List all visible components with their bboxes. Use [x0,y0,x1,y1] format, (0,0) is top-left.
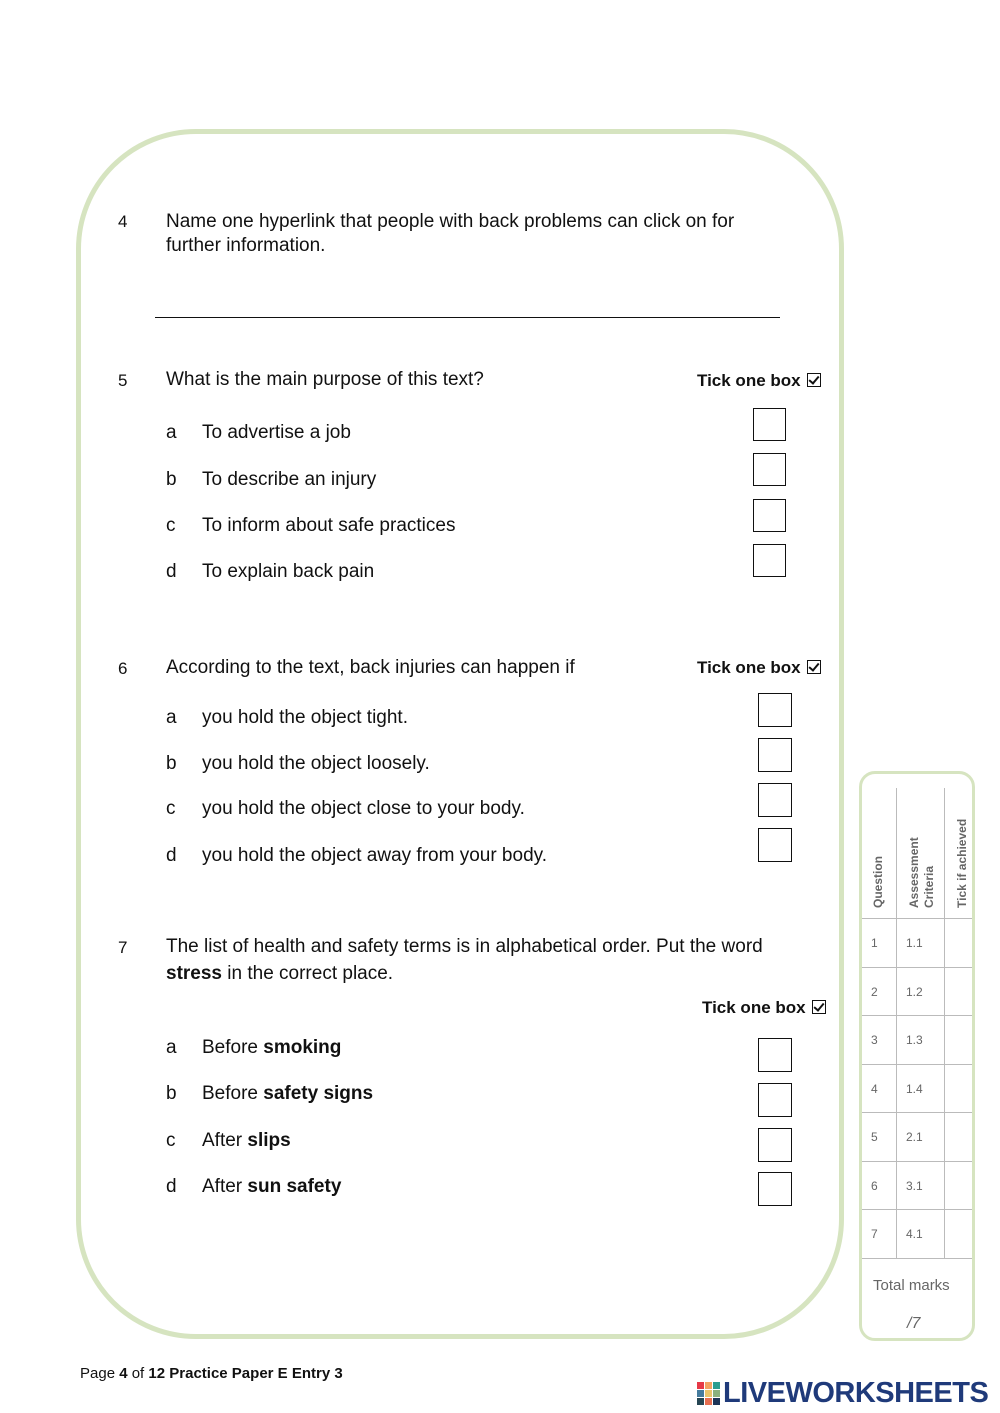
q7-option-d-checkbox[interactable] [758,1172,792,1206]
q4-text: Name one hyperlink that people with back problems can click on for further information. [166,211,735,256]
q7-option-prefix: Before [202,1037,264,1058]
q5-option-d-checkbox[interactable] [753,544,786,577]
grid-question-cell: 5 [871,1130,878,1144]
grid-criteria-cell: 1.4 [906,1082,923,1096]
grid-header-tick: Tick if achieved [955,818,969,908]
grid-criteria-cell: 1.1 [906,936,923,950]
grid-header-criteria-1: Assessment [907,837,921,908]
q7-text-line2 [166,962,393,986]
logo-square [705,1398,712,1405]
q6-tick-label [697,658,821,678]
q7-option-b-checkbox[interactable] [758,1083,792,1117]
q7-option-text [202,1083,373,1105]
checkbox-icon [812,1000,826,1014]
grid-header-criteria-2: Criteria [922,865,936,908]
page-footer [80,1365,343,1382]
q7-option-term: safety signs [263,1083,374,1104]
q5-tick-label-text: Tick one box [697,371,801,390]
q6-option-letter: a [166,707,177,728]
grid-divider [862,1209,972,1210]
grid-criteria-cell: 1.3 [906,1033,923,1047]
q5-option-c-checkbox[interactable] [753,499,786,532]
q7-option-text [202,1176,341,1198]
q5-option-letter: d [166,561,177,582]
q6-number: 6 [118,659,128,678]
q7-option-prefix: After [202,1176,248,1197]
q7-option-a-checkbox[interactable] [758,1038,792,1072]
grid-criteria-cell: 4.1 [906,1227,923,1241]
q4-answer-line[interactable] [155,317,780,318]
q5-number: 5 [118,371,128,390]
q7-option-letter: b [166,1083,177,1104]
q5-tick-label [697,371,821,391]
grid-question-cell: 7 [871,1227,878,1241]
grid-divider [896,788,897,1258]
q5-option-a-checkbox[interactable] [753,408,786,441]
q6-option-a-checkbox[interactable] [758,693,792,727]
q5-option-text: To describe an injury [202,469,377,490]
q5-option-b-checkbox[interactable] [753,453,786,486]
logo-square [697,1398,704,1405]
checkbox-icon [807,373,821,387]
checkbox-icon [807,660,821,674]
q6-option-text: you hold the object close to your body. [202,798,525,819]
q6-option-letter: d [166,845,177,866]
q5-option-text: To explain back pain [202,561,375,582]
grid-divider [862,1112,972,1113]
q7-option-text [202,1037,341,1059]
logo-square [697,1390,704,1397]
q7-option-prefix: Before [202,1083,264,1104]
grid-divider [862,1064,972,1065]
q6-option-c-checkbox[interactable] [758,783,792,817]
logo-square [713,1398,720,1405]
grid-criteria-cell: 2.1 [906,1130,923,1144]
q7-option-prefix: After [202,1130,248,1151]
grid-question-cell: 4 [871,1082,878,1096]
grid-divider [862,1258,972,1259]
q6-text: According to the text, back injuries can happen if [166,657,575,678]
q7-tick-label [702,998,826,1018]
footer-title: Practice Paper E Entry 3 [165,1365,343,1382]
logo-square [697,1382,704,1389]
q6-option-d-checkbox[interactable] [758,828,792,862]
q6-option-letter: c [166,798,176,819]
grid-divider [862,1015,972,1016]
q6-option-text: you hold the object away from your body. [202,845,548,866]
footer-page-total: 12 [148,1365,166,1382]
liveworksheets-brand[interactable] [697,1377,988,1410]
q6-tick-label-text: Tick one box [697,658,801,677]
total-marks-label: Total marks [873,1277,950,1294]
total-marks-value: /7 [907,1315,921,1332]
q5-option-text: To inform about safe practices [202,515,456,536]
q7-number: 7 [118,938,128,957]
q6-option-text: you hold the object tight. [202,707,408,728]
q5-option-text: To advertise a job [202,422,351,443]
q7-option-term: slips [247,1130,291,1151]
liveworksheets-logo-icon [697,1382,720,1405]
footer-of-word: of [127,1365,149,1382]
logo-square [705,1390,712,1397]
logo-square [713,1382,720,1389]
q7-tick-label-text: Tick one box [702,998,806,1017]
q7-option-letter: c [166,1130,176,1151]
q6-option-b-checkbox[interactable] [758,738,792,772]
q6-option-letter: b [166,753,177,774]
q7-option-text [202,1130,291,1152]
q5-option-letter: b [166,469,177,490]
grid-header-question: Question [871,855,885,908]
q7-text-line1: The list of health and safety terms is in alphabetical order. Put the word [166,936,763,957]
grid-divider [862,967,972,968]
grid-question-cell: 2 [871,985,878,999]
q7-option-term: sun safety [247,1176,342,1197]
question-frame [76,129,844,1339]
grid-divider [862,918,972,919]
grid-question-cell: 3 [871,1033,878,1047]
grid-question-cell: 1 [871,936,878,950]
footer-page-number: 4 [119,1365,128,1382]
q5-option-letter: a [166,422,177,443]
q7-keyword: stress [166,963,222,984]
brand-name: LIVEWORKSHEETS [723,1377,989,1409]
q7-text-line2-rest: in the correct place. [222,963,394,984]
q7-option-letter: a [166,1037,177,1058]
grid-criteria-cell: 1.2 [906,985,923,999]
grid-question-cell: 6 [871,1179,878,1193]
q7-option-term: smoking [263,1037,342,1058]
footer-page-word: Page [80,1365,120,1382]
grid-divider [862,1161,972,1162]
logo-square [713,1390,720,1397]
q4-number: 4 [118,212,128,231]
logo-square [705,1382,712,1389]
grid-divider [944,788,945,1258]
q7-option-letter: d [166,1176,177,1197]
q7-option-c-checkbox[interactable] [758,1128,792,1162]
q6-option-text: you hold the object loosely. [202,753,430,774]
q5-text: What is the main purpose of this text? [166,369,484,390]
grid-criteria-cell: 3.1 [906,1179,923,1193]
q5-option-letter: c [166,515,176,536]
